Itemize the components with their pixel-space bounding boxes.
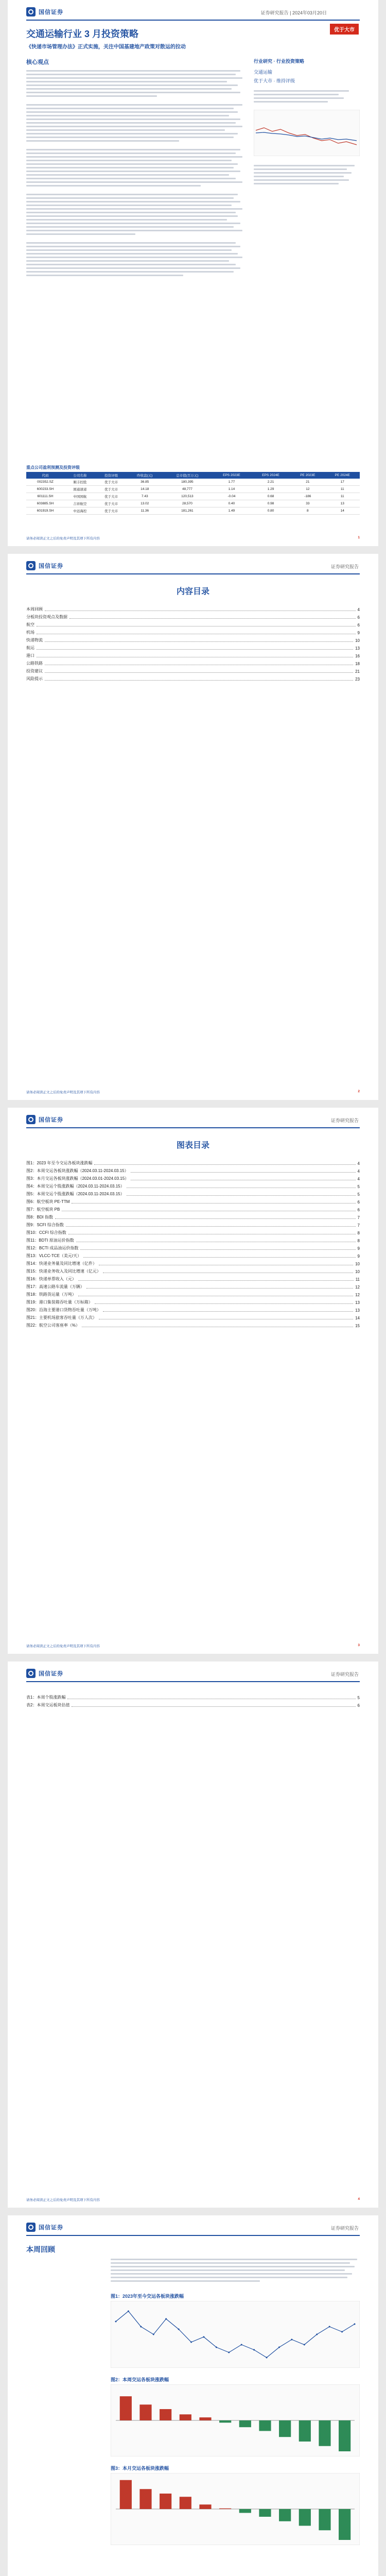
table-cell: 1.49	[212, 507, 251, 515]
index-dots	[83, 1257, 355, 1258]
index-item-label: 港口	[26, 653, 34, 658]
index-item[interactable]	[26, 630, 360, 635]
bar	[239, 2509, 251, 2513]
index-item-label: 图9：SCFI 综合指数	[26, 1223, 64, 1227]
data-point	[165, 2318, 167, 2320]
table-cell: 顺丰控股	[64, 479, 96, 486]
index-item[interactable]	[26, 1276, 360, 1282]
table-cell: 002352.SZ	[26, 479, 64, 486]
page-footer	[26, 536, 360, 540]
index-item[interactable]	[26, 1307, 360, 1313]
index-dots	[37, 649, 353, 650]
bar	[160, 2409, 171, 2420]
table-cell: 11	[325, 493, 360, 500]
index-item-page: 6	[357, 1703, 360, 1708]
brand-name: 国信证券	[39, 563, 63, 569]
index-dots	[69, 618, 356, 619]
data-point	[178, 2329, 180, 2330]
index-item-page: 7	[357, 1223, 360, 1228]
data-point	[266, 2357, 268, 2359]
table-cell: 0.68	[251, 493, 290, 500]
bar	[199, 2417, 211, 2420]
data-point	[253, 2349, 255, 2351]
report-type: 证券研究报告	[330, 1118, 359, 1123]
page-footer	[26, 1090, 360, 1094]
index-item-label: 图21：主要机场旅客吞吐量（万人次）	[26, 1315, 97, 1320]
bar	[139, 2489, 151, 2509]
report-title: 交通运输行业 3 月投资策略	[26, 29, 139, 39]
table-cell: 优于大市	[96, 507, 127, 515]
report-type: 证券研究报告	[330, 564, 359, 569]
index-item[interactable]	[26, 653, 360, 658]
table-cell: 吉祥航空	[64, 500, 96, 507]
report-type-label: 证券研究报告	[260, 10, 289, 15]
index-item-page: 21	[355, 669, 360, 674]
market-performance-chart	[254, 110, 360, 156]
table-cell: 21	[290, 479, 325, 486]
data-point	[291, 2339, 292, 2341]
table-cell: 181,261	[163, 507, 212, 515]
page-number: 1	[358, 536, 360, 539]
index-item-label: 快递物流	[26, 638, 43, 642]
side-panel	[254, 58, 360, 187]
toc-list	[26, 604, 360, 684]
table-cell: -186	[290, 493, 325, 500]
bar	[120, 2480, 132, 2509]
table-cell: 33	[290, 500, 325, 507]
index-item-page: 6	[357, 615, 360, 620]
table-cell: 601919.SH	[26, 507, 64, 515]
index-item-label: 图16：快递单票收入（元）	[26, 1277, 76, 1281]
brand-logo-2	[26, 561, 63, 570]
index-item[interactable]	[26, 606, 360, 612]
index-item-label: 图22：航空公司客座率（%）	[26, 1323, 80, 1328]
index-dots	[80, 1249, 355, 1250]
page-footer	[26, 2197, 360, 2202]
brand-name: 国信证券	[39, 9, 63, 15]
index-item[interactable]	[26, 668, 360, 674]
brand-logo	[26, 7, 63, 16]
index-dots	[131, 1172, 356, 1173]
index-item-page: 15	[355, 1324, 360, 1328]
table-header-cell: 投资评级	[96, 472, 127, 479]
bar	[259, 2509, 271, 2517]
brand-logo-5	[26, 2223, 63, 2232]
index-item-page: 8	[357, 1231, 360, 1235]
table-cell: 中国国航	[64, 493, 96, 500]
index-item[interactable]	[26, 1323, 360, 1328]
index-item-page: 13	[355, 1308, 360, 1313]
brand-mark-icon	[26, 7, 36, 16]
figure-index-title: 图表目录	[176, 1141, 209, 1150]
data-point	[128, 2311, 129, 2312]
bar	[299, 2509, 311, 2526]
index-dots	[127, 1195, 356, 1196]
report-page-1	[8, 0, 378, 546]
index-dots	[86, 1288, 353, 1289]
table-cell: 28,570	[163, 500, 212, 507]
table-header-cell: 代码	[26, 472, 64, 479]
data-point	[115, 2321, 117, 2323]
table-header-cell: PE 2024E	[325, 472, 360, 479]
data-point	[354, 2324, 356, 2325]
ytd-performance-chart	[111, 2301, 360, 2368]
index-dots	[72, 1203, 355, 1204]
index-item[interactable]	[26, 1284, 360, 1290]
table-cell: 48,777	[163, 486, 212, 493]
index-item-label: 图17：高速公路车流量（万辆）	[26, 1284, 84, 1289]
index-item-page: 8	[357, 1239, 360, 1243]
header-rule	[26, 573, 360, 574]
table-cell: 0.80	[251, 507, 290, 515]
index-item-label: 图18：铁路货运量（万吨）	[26, 1292, 76, 1297]
index-item[interactable]	[26, 1191, 360, 1197]
index-item[interactable]	[26, 1168, 360, 1174]
table-cell: 11.36	[127, 507, 163, 515]
bar	[139, 2404, 151, 2420]
index-item[interactable]	[26, 1222, 360, 1228]
index-item-page: 4	[357, 1161, 360, 1166]
brand-name: 国信证券	[39, 1671, 63, 1677]
report-type: 证券研究报告	[330, 1672, 359, 1677]
footer-disclaimer: 请务必阅读正文之后的免责声明及其项下所有内容	[26, 1645, 100, 1648]
footer-disclaimer: 请务必阅读正文之后的免责声明及其项下所有内容	[26, 2198, 100, 2202]
bar	[180, 2414, 191, 2420]
table-cell: 1.14	[212, 486, 251, 493]
index-item[interactable]	[26, 1253, 360, 1259]
footer-disclaimer: 请务必阅读正文之后的免责声明及其项下所有内容	[26, 537, 100, 540]
toc-title: 内容目录	[176, 587, 209, 596]
table-cell: 圆通速递	[64, 486, 96, 493]
bar	[259, 2420, 271, 2431]
bar	[219, 2420, 231, 2422]
index-item-page: 6	[357, 623, 360, 628]
index-dots	[78, 1280, 354, 1281]
index-item-label: 图20：沿海主要港口货物吞吐量（万吨）	[26, 1308, 101, 1312]
table-cell: 17	[325, 479, 360, 486]
header-rule	[26, 1681, 360, 1682]
table-header-cell: 公司名称	[64, 472, 96, 479]
table-cell: 优于大市	[96, 500, 127, 507]
header-rule	[26, 2235, 360, 2236]
index-item[interactable]	[26, 1694, 360, 1700]
brand-mark-icon	[26, 1115, 36, 1124]
index-item-page: 12	[355, 1285, 360, 1290]
index-item-page: 4	[357, 1169, 360, 1174]
table-cell: 13	[325, 500, 360, 507]
page-number: 4	[358, 2197, 360, 2201]
bar	[319, 2509, 330, 2530]
table-cell: 13.02	[127, 500, 163, 507]
brand-logo-4	[26, 1669, 63, 1678]
table-cell: 11	[325, 486, 360, 493]
chart-background	[111, 2301, 360, 2368]
page-footer	[26, 1643, 360, 1648]
index-item-page: 12	[355, 1293, 360, 1297]
monthly-sector-bar-chart	[111, 2473, 360, 2545]
index-item[interactable]	[26, 637, 360, 643]
index-item[interactable]	[26, 1160, 360, 1166]
index-item-label: 分板块投资观点及数据	[26, 615, 67, 619]
report-type: 证券研究报告 | 2024年03月20日	[260, 10, 327, 15]
bar	[299, 2420, 311, 2442]
table-header-cell: EPS 2023E	[212, 472, 251, 479]
table-row	[26, 500, 360, 507]
index-item[interactable]	[26, 1238, 360, 1243]
data-point	[190, 2342, 192, 2343]
profit-forecast-table-title: 重点公司盈利预测及投资评级	[26, 465, 80, 470]
index-item[interactable]	[26, 1261, 360, 1266]
index-item-label: 图10：CCFI 综合指数	[26, 1230, 66, 1235]
header-rule	[26, 20, 360, 21]
index-item-label: 表2：本周交运板块估值	[26, 1703, 70, 1707]
report-subtitle: 《快递市场管理办法》正式实施，关注中国基建地产政策对散运的拉动	[26, 44, 186, 50]
brand-name: 国信证券	[39, 2225, 63, 2231]
index-item-page: 10	[355, 1262, 360, 1266]
index-item-page: 5	[357, 1184, 360, 1189]
table-cell: 0.98	[251, 500, 290, 507]
page-number: 2	[358, 1090, 360, 1093]
table-cell: 1.77	[212, 479, 251, 486]
table-cell: 14	[325, 507, 360, 515]
data-point	[278, 2347, 280, 2348]
index-item-label: 公路铁路	[26, 661, 43, 666]
table-cell: 36.85	[127, 479, 163, 486]
index-item-label: 投资建议	[26, 669, 43, 673]
bar	[199, 2504, 211, 2509]
index-item[interactable]	[26, 1207, 360, 1212]
figure-index-list	[26, 1158, 360, 1330]
chart2-title: 图2：本周交运各板块涨跌幅	[111, 2377, 169, 2382]
table-cell: 1.29	[251, 486, 290, 493]
table-cell: 600233.SH	[26, 486, 64, 493]
index-dots	[45, 672, 353, 673]
table-row	[26, 507, 360, 515]
index-item-page: 10	[355, 1269, 360, 1274]
index-item-page: 5	[357, 1192, 360, 1197]
brand-name: 国信证券	[39, 1117, 63, 1123]
brand-mark-icon	[26, 2223, 36, 2232]
table-cell: 14.18	[127, 486, 163, 493]
index-item-label: 本周回顾	[26, 607, 43, 612]
index-item-page: 9	[357, 1246, 360, 1251]
index-dots	[66, 1226, 356, 1227]
page-number: 3	[358, 1643, 360, 1647]
index-item-label: 图6：航空板块 PE-TTM	[26, 1199, 70, 1204]
table-header-cell: 总市值(百万元)	[163, 472, 212, 479]
index-item[interactable]	[26, 1183, 360, 1189]
data-point	[316, 2334, 318, 2335]
index-dots	[95, 1303, 353, 1304]
index-item-page: 13	[355, 1300, 360, 1305]
table-header-cell: EPS 2024E	[251, 472, 290, 479]
weekly-sector-bar-chart	[111, 2384, 360, 2456]
index-item-label: 图4：本周交运个股涨跌幅（2024.03.11-2024.03.15）	[26, 1184, 125, 1189]
footer-disclaimer: 请务必阅读正文之后的免责声明及其项下所有内容	[26, 1091, 100, 1094]
index-dots	[45, 641, 353, 642]
bar	[339, 2420, 350, 2451]
table-cell: 601111.SH	[26, 493, 64, 500]
index-item-label: 图3：本月交运各板块涨跌幅（2024.03.01-2024.03.15）	[26, 1176, 129, 1181]
data-point	[140, 2326, 142, 2328]
index-item[interactable]	[26, 1199, 360, 1205]
index-item-page: 4	[357, 1177, 360, 1181]
index-item-page: 18	[355, 662, 360, 666]
bar	[180, 2497, 191, 2509]
index-item-label: 图14：快递业务量及同比增速（亿件）	[26, 1261, 97, 1266]
table-row	[26, 493, 360, 500]
index-item[interactable]	[26, 1702, 360, 1708]
data-point	[216, 2347, 217, 2348]
bar	[279, 2420, 291, 2437]
index-dots	[94, 1164, 355, 1165]
report-page-5	[8, 2215, 378, 2576]
index-item-label: 图1：2023 年至今交运各板块涨跌幅	[26, 1161, 93, 1165]
table-cell: 优于大市	[96, 486, 127, 493]
bar	[339, 2509, 350, 2540]
bar	[279, 2509, 291, 2521]
header-rule	[26, 1127, 360, 1128]
data-point	[153, 2334, 154, 2335]
table-header-cell: 昨收盘(元)	[127, 472, 163, 479]
brand-logo-3	[26, 1115, 63, 1124]
index-dots	[103, 1311, 353, 1312]
index-item-page: 11	[355, 1277, 360, 1282]
index-item-label: 图2：本周交运各板块涨跌幅（2024.03.11-2024.03.15）	[26, 1168, 129, 1173]
side-sub1: 交通运输	[254, 70, 273, 75]
index-item-label: 风险提示	[26, 676, 43, 681]
table-cell: 中远海控	[64, 507, 96, 515]
index-item[interactable]	[26, 1292, 360, 1297]
core-views-body	[26, 68, 244, 278]
table-cell: 优于大市	[96, 479, 127, 486]
index-item-label: 表1：本周个股涨跌幅	[26, 1695, 66, 1700]
index-item-label: 图13：VLCC-TCE（美元/天）	[26, 1253, 82, 1258]
index-item-label: 图8：BDI 指数	[26, 1215, 54, 1219]
table-row	[26, 486, 360, 493]
index-item-label: 航运	[26, 646, 34, 650]
table-cell: 7.43	[127, 493, 163, 500]
index-dots	[72, 1706, 355, 1707]
side-sub2: 优于大市 · 维持评级	[254, 78, 295, 83]
index-item[interactable]	[26, 1214, 360, 1220]
index-item[interactable]	[26, 1230, 360, 1235]
table-cell: -0.04	[212, 493, 251, 500]
data-point	[304, 2344, 305, 2346]
index-item-page: 6	[357, 1200, 360, 1205]
rating-badge: 优于大市	[330, 24, 359, 35]
chart1-title: 图1：2023年至今交运各板块涨跌幅	[111, 2294, 184, 2299]
index-item[interactable]	[26, 1315, 360, 1320]
index-item-page: 9	[357, 1254, 360, 1259]
index-item-label: 图19：港口集装箱吞吐量（万标箱）	[26, 1300, 93, 1304]
brand-mark-icon	[26, 561, 36, 570]
index-item-label: 图12：BCTI 成品油运价指数	[26, 1246, 79, 1250]
index-item-label: 图7：航空板块 PB	[26, 1207, 60, 1212]
index-item[interactable]	[26, 622, 360, 628]
table-cell: 优于大市	[96, 493, 127, 500]
table-cell: 2.21	[251, 479, 290, 486]
report-page-3	[8, 1108, 378, 1654]
index-item-label: 图5：本周交运个股涨跌幅（2024.03.11-2024.03.15）	[26, 1192, 125, 1196]
report-type: 证券研究报告	[330, 2226, 359, 2231]
index-item-page: 5	[357, 1696, 360, 1700]
review-body	[111, 2257, 360, 2284]
index-item-page: 23	[355, 677, 360, 682]
table-cell: 180,395	[163, 479, 212, 486]
index-item-page: 10	[355, 638, 360, 643]
index-item[interactable]	[26, 1299, 360, 1305]
brand-mark-icon	[26, 1669, 36, 1678]
table-cell: 12	[290, 486, 325, 493]
table-cell: 0.40	[212, 500, 251, 507]
index-item[interactable]	[26, 660, 360, 666]
bar	[319, 2420, 330, 2446]
index-item-page: 16	[355, 654, 360, 658]
index-item-label: 航空	[26, 622, 34, 627]
index-item[interactable]	[26, 676, 360, 682]
index-item[interactable]	[26, 1268, 360, 1274]
data-point	[228, 2352, 230, 2353]
index-item[interactable]	[26, 1245, 360, 1251]
report-page-4	[8, 1662, 378, 2208]
table-cell: 120,513	[163, 493, 212, 500]
chart3-title: 图3：本月交运各板块涨跌幅	[111, 2466, 169, 2471]
index-item[interactable]	[26, 614, 360, 620]
data-point	[203, 2336, 204, 2338]
table-header-cell: PE 2023E	[290, 472, 325, 479]
index-dots	[45, 680, 353, 681]
profit-forecast-table	[26, 472, 360, 515]
section-title-review: 本周回顾	[26, 2245, 55, 2253]
bar	[239, 2420, 251, 2427]
data-point	[241, 2344, 242, 2346]
table-row	[26, 479, 360, 486]
report-page-2	[8, 554, 378, 1100]
index-item-page: 6	[357, 1208, 360, 1212]
table-index-list	[26, 1692, 360, 1710]
index-item-page: 4	[357, 607, 360, 612]
index-item-page: 13	[355, 646, 360, 651]
data-point	[329, 2326, 330, 2328]
index-item[interactable]	[26, 1176, 360, 1181]
index-item-label: 机场	[26, 630, 34, 635]
core-views-label: 核心观点	[26, 59, 49, 65]
side-title: 行业研究 · 行业投资策略	[254, 59, 304, 64]
bar	[160, 2494, 171, 2509]
table-cell: 603885.SH	[26, 500, 64, 507]
index-item[interactable]	[26, 645, 360, 651]
index-dots	[55, 1218, 356, 1219]
report-date: 2024年03月20日	[292, 10, 327, 15]
index-item-label: 图11：BDTI 原油运价指数	[26, 1238, 74, 1243]
data-point	[341, 2331, 343, 2333]
index-item-page: 7	[357, 1215, 360, 1220]
index-item-page: 14	[355, 1316, 360, 1320]
index-item-label: 图15：快递业务收入及同比增速（亿元）	[26, 1269, 101, 1274]
bar	[120, 2396, 132, 2420]
index-item-page: 9	[357, 631, 360, 635]
table-cell: 8	[290, 507, 325, 515]
